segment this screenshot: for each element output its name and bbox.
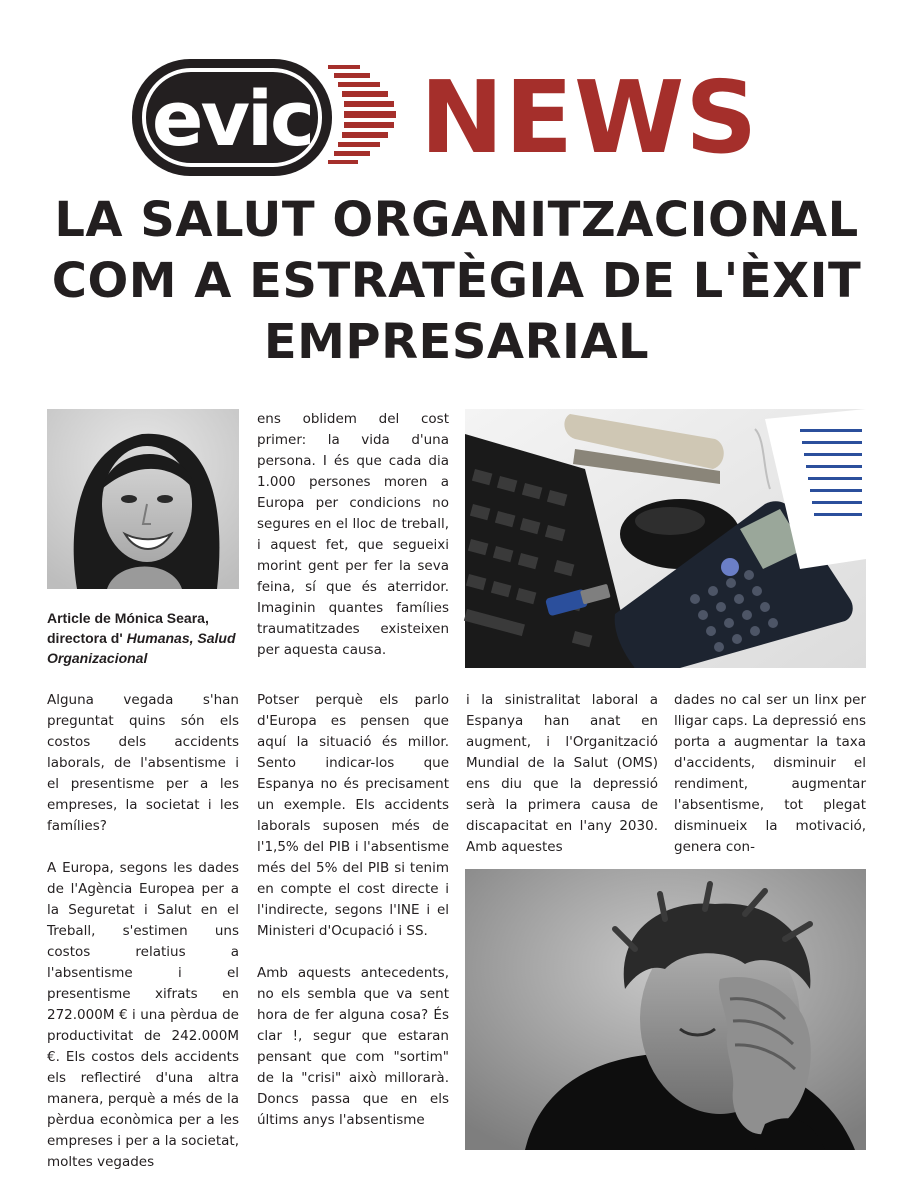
paragraph: Alguna vegada s'han preguntat quins són els costos dels accidents laborals, de l'absentisme i el presentisme per a les empreses, la societat i les famílies?: [47, 692, 239, 834]
byline: [47, 608, 247, 668]
masthead: [130, 55, 760, 180]
column-4: [674, 690, 866, 858]
paragraph: Potser perquè els parlo d'Europa es pensen que aquí la situació és millor. Sento indicar-los que Espanya no és precisament un exemple. Els accidents laborals suposen més de l'1,5% del PIB i l'absentisme més del 5% del PIB si tenim en compte el cost directe i l'indirecte, segons l'INE i el Ministeri d'Ocupació i SS.: [257, 692, 449, 939]
paragraph: ens oblidem del cost primer: la vida d'una persona. I és que cada dia 1.000 persones moren a Europa per condicions no segures en el lloc de treball, i aquest fet, que segueixi morint gent per fer la seva feina, sí que és aterridor. Imaginin quantes famílies traumatitzades existeixen per aquesta causa.: [257, 411, 449, 658]
column-1: [47, 690, 239, 1170]
desk-photo: [465, 409, 866, 668]
column-3: [466, 690, 658, 858]
paragraph: A Europa, segons les dades de l'Agència Europea per a la Seguretat i Salut en el Treball, s'estimen uns costos relatius a l'absentisme i el presentisme xifrats en 272.000M € i una pèrdua de productivitat de 242.000M €. Els costos dels accidents els reflectiré d'una altra manera, perquè a més de la pèrdua econòmica per a les empreses i per a la societat, moltes vegades: [47, 860, 239, 1170]
evic-logo: [130, 55, 420, 180]
paragraph: dades no cal ser un linx per lligar caps. La depressió ens porta a augmentar la taxa d'accidents, disminuir el rendiment, augmentar l'absentisme, tot plegat disminueix la motivació, genera con-: [674, 692, 866, 855]
paragraph: i la sinistralitat laboral a Espanya han anat en augment, i l'Organització Mundial de la Salut (OMS) ens diu que la depressió serà la primera causa de discapacitat en l'any 2030. Amb aquestes: [466, 692, 658, 855]
byline-organization: Humanas, Salud Organizacional: [47, 630, 236, 666]
author-photo: [47, 409, 239, 589]
column-2-top: [257, 409, 449, 671]
paragraph: Amb aquests antecedents, no els sembla que va sent hora de fer alguna cosa? És clar !, segur que estaran pensant que com "sortim" de la "crisi" això millorarà. Doncs passa que en els últims anys l'absentisme: [257, 965, 449, 1128]
svg-text:evic: evic: [151, 74, 313, 163]
column-2: [257, 690, 449, 1152]
article-headline: LA SALUT ORGANITZACIONAL COM A ESTRATÈGIA DE L'ÈXIT EMPRESARIAL: [51, 192, 862, 370]
news-wordmark: NEWS: [420, 59, 759, 176]
byline-author: Article de Mónica Seara, directora d': [47, 610, 209, 646]
stressed-man-photo: [465, 869, 866, 1150]
